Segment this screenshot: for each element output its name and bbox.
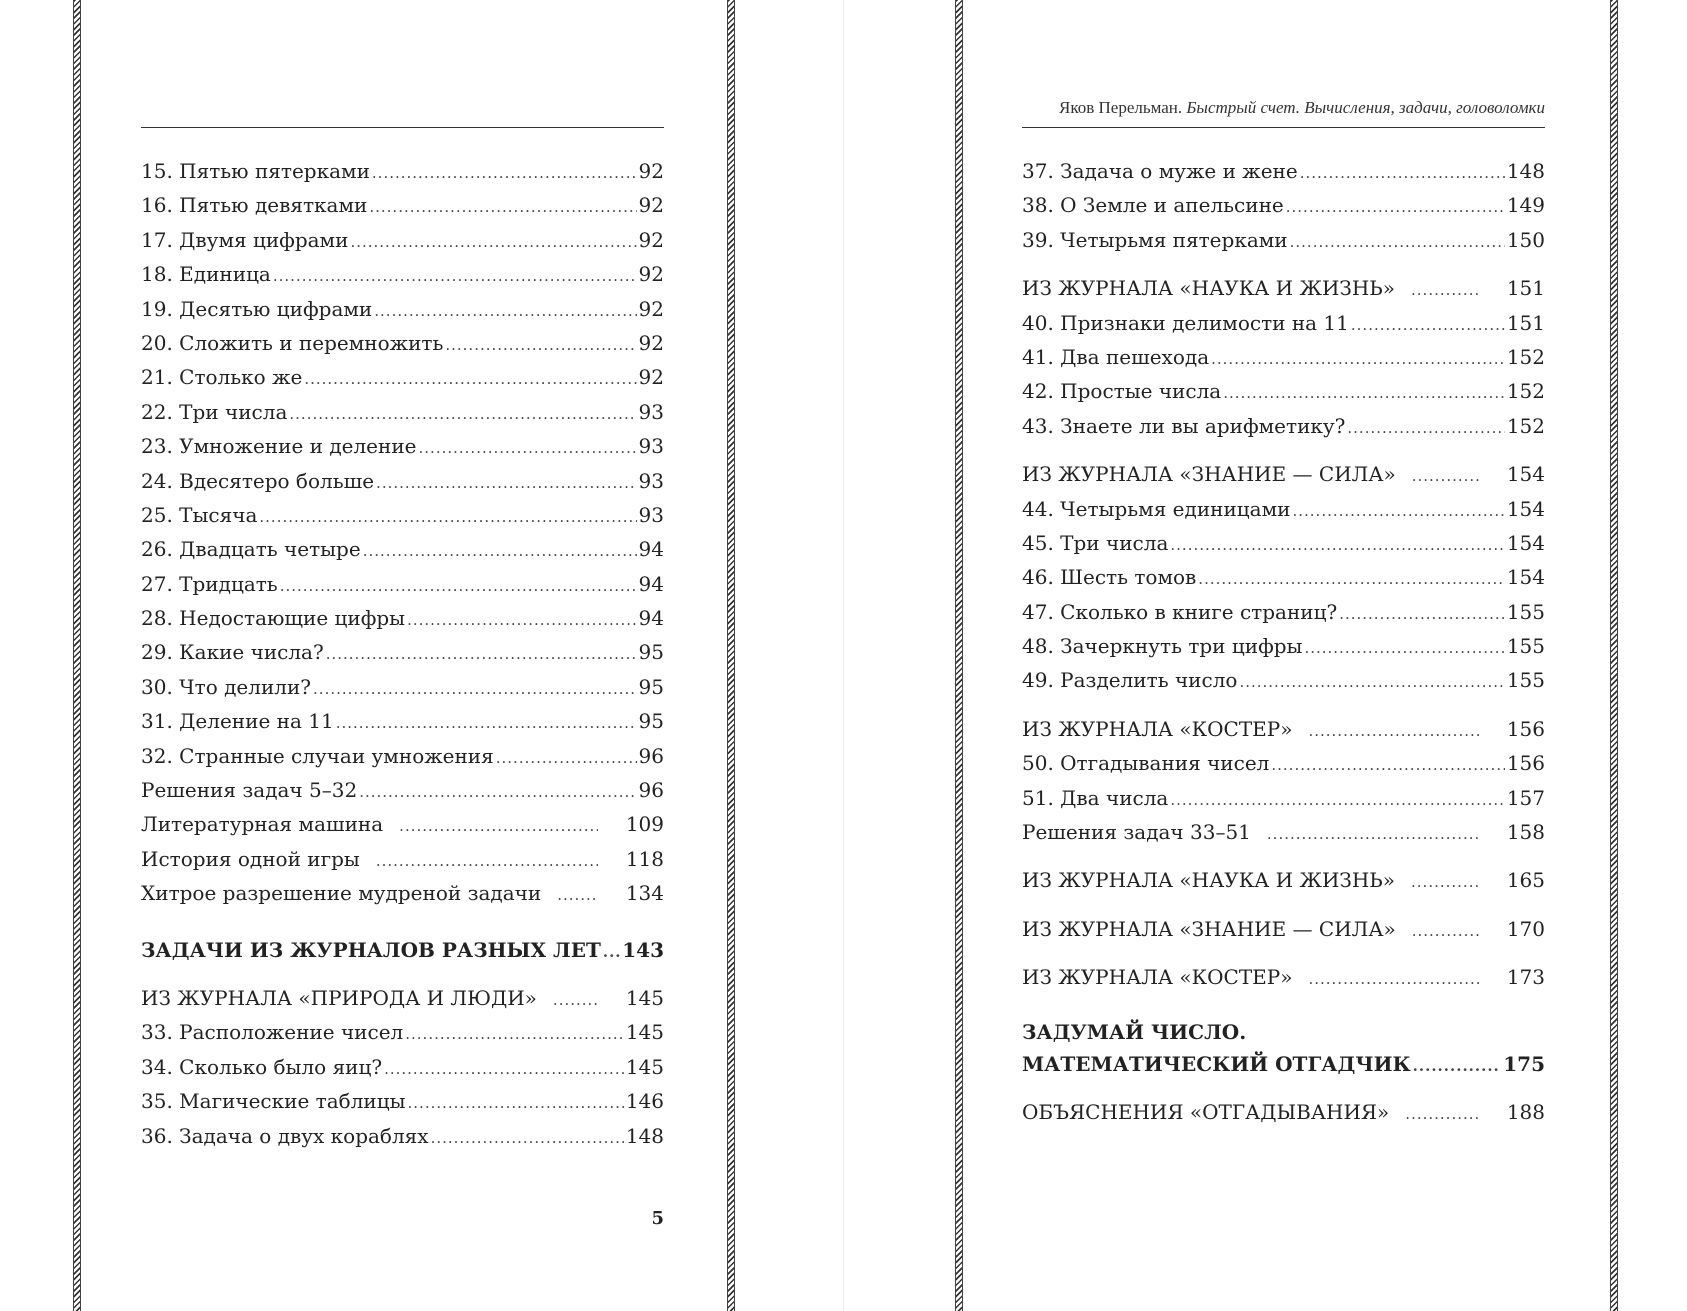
entry-title: 50. Отгадывания чисел — [1022, 751, 1270, 776]
dot-leader — [273, 259, 637, 293]
entry-page: 152 — [1506, 413, 1545, 438]
toc-section-heading[interactable] — [1022, 1047, 1545, 1081]
toc-entry[interactable] — [141, 1050, 664, 1084]
dot-leader — [259, 500, 636, 534]
dot-leader — [399, 809, 598, 843]
entry-title: 29. Какие числа? — [141, 640, 324, 665]
entry-page: 145 — [625, 985, 664, 1010]
toc-entry[interactable] — [141, 188, 664, 222]
entry-page: 154 — [1506, 462, 1545, 487]
entry-title: 19. Десятью цифрами — [141, 296, 373, 321]
running-head-title: Быстрый счет. Вычисления, задачи, головоломки — [1186, 98, 1545, 117]
entry-page: 173 — [1506, 965, 1545, 990]
entry-page: 109 — [625, 812, 664, 837]
toc-entry[interactable] — [141, 739, 664, 773]
dot-leader — [1411, 865, 1479, 899]
toc-journal-heading[interactable] — [141, 981, 664, 1015]
entry-page: 143 — [622, 937, 664, 962]
entry-page: 148 — [1506, 159, 1545, 183]
entry-page: 165 — [1506, 868, 1545, 893]
toc-entry[interactable] — [141, 1084, 664, 1118]
dot-leader — [363, 534, 637, 568]
entry-page: 155 — [1506, 599, 1545, 624]
entry-title: 48. Зачеркнуть три цифры — [1022, 634, 1303, 659]
dot-leader — [1412, 459, 1479, 493]
toc-entry[interactable] — [141, 1015, 664, 1049]
toc-entry[interactable] — [1022, 154, 1545, 188]
entry-page: 156 — [1506, 716, 1545, 741]
toc-entry[interactable] — [141, 635, 664, 669]
dot-leader — [1413, 1049, 1502, 1083]
dot-leader — [1347, 411, 1504, 445]
toc-entry[interactable] — [141, 429, 664, 463]
dot-leader — [336, 706, 637, 740]
right-page — [1022, 0, 1545, 1311]
entry-page: 92 — [638, 365, 664, 390]
toc-entry[interactable] — [141, 601, 664, 635]
entry-page: 170 — [1506, 916, 1545, 941]
entry-title: Литературная машина — [141, 812, 384, 837]
toc-list-right — [1022, 154, 1545, 1129]
dot-leader — [1300, 156, 1505, 190]
top-rule — [141, 127, 664, 128]
entry-page: 92 — [638, 159, 664, 183]
entry-title: 39. Четырьмя пятерками — [1022, 227, 1288, 252]
entry-page: 155 — [1506, 668, 1545, 693]
entry-title: Решения задач 5–32 — [141, 778, 358, 803]
entry-page: 154 — [1506, 530, 1545, 555]
entry-page: 95 — [638, 674, 664, 699]
entry-page: 93 — [638, 399, 664, 424]
page-number: 5 — [651, 1208, 664, 1229]
toc-entry[interactable] — [141, 1119, 664, 1153]
entry-page: 118 — [625, 846, 664, 871]
toc-entry[interactable] — [141, 567, 664, 601]
toc-entry[interactable] — [141, 257, 664, 291]
entry-page: 152 — [1506, 379, 1545, 404]
toc-entry[interactable] — [141, 395, 664, 429]
toc-entry[interactable] — [141, 360, 664, 394]
toc-entry[interactable] — [141, 704, 664, 738]
entry-title: 25. Тысяча — [141, 502, 258, 527]
entry-page: 94 — [638, 537, 664, 562]
entry-title: 46. Шесть томов — [1022, 565, 1197, 590]
entry-page: 145 — [625, 1054, 664, 1079]
dot-leader — [313, 672, 637, 706]
toc-entry[interactable] — [1022, 374, 1545, 408]
dot-leader — [376, 844, 598, 878]
dot-leader — [1351, 308, 1505, 342]
entry-title: 37. Задача о муже и жене — [1022, 159, 1298, 183]
entry-title: 20. Сложить и перемножить — [141, 330, 444, 355]
entry-title: 35. Магические таблицы — [141, 1089, 406, 1114]
dot-leader — [1292, 494, 1504, 528]
toc-entry[interactable] — [1022, 781, 1545, 815]
entry-title: 24. Вдесятеро больше — [141, 468, 375, 493]
dot-leader — [374, 294, 636, 328]
toc-entry[interactable] — [1022, 560, 1545, 594]
entry-page: 92 — [638, 193, 664, 218]
entry-title: ИЗ ЖУРНАЛА «ЗНАНИЕ — СИЛА» — [1022, 462, 1396, 487]
entry-page: 96 — [638, 743, 664, 768]
entry-title: 18. Единица — [141, 262, 271, 287]
entry-page: 151 — [1506, 310, 1545, 335]
toc-journal-heading[interactable] — [1022, 271, 1545, 305]
left-inner-border — [727, 0, 735, 1311]
entry-title: 23. Умножение и деление — [141, 434, 417, 459]
toc-journal-heading[interactable] — [1022, 457, 1545, 491]
dot-leader — [1405, 1097, 1479, 1131]
dot-leader — [1267, 817, 1479, 851]
toc-entry[interactable] — [1022, 409, 1545, 443]
toc-entry[interactable] — [1022, 526, 1545, 560]
entry-title: 22. Три числа — [141, 399, 288, 424]
dot-leader — [1339, 597, 1505, 631]
dot-leader — [1198, 562, 1505, 596]
toc-entry[interactable] — [1022, 492, 1545, 526]
toc-entry[interactable] — [141, 223, 664, 257]
entry-title: 31. Деление на 11 — [141, 709, 334, 734]
dot-leader — [326, 637, 637, 671]
toc-journal-heading[interactable] — [1022, 712, 1545, 746]
entry-page: 92 — [638, 296, 664, 321]
entry-title: Решения задач 33–51 — [1022, 820, 1251, 845]
entry-title: ИЗ ЖУРНАЛА «ЗНАНИЕ — СИЛА» — [1022, 916, 1396, 941]
entry-page: 156 — [1506, 751, 1545, 776]
right-inner-border — [955, 0, 963, 1311]
toc-entry[interactable] — [1022, 629, 1545, 663]
entry-title: 21. Столько же — [141, 365, 303, 390]
dot-leader — [1412, 914, 1479, 948]
dot-leader — [407, 603, 636, 637]
entry-page: 92 — [638, 330, 664, 355]
entry-title: ОБЪЯСНЕНИЯ «ОТГАДЫВАНИЯ» — [1022, 1099, 1390, 1124]
entry-page: 155 — [1506, 634, 1545, 659]
entry-title: ИЗ ЖУРНАЛА «НАУКА И ЖИЗНЬ» — [1022, 276, 1396, 301]
toc-section-heading[interactable] — [141, 933, 664, 967]
left-outer-border — [73, 0, 81, 1311]
dot-leader — [405, 1017, 624, 1051]
dot-leader — [408, 1086, 624, 1120]
toc-entry[interactable] — [141, 292, 664, 326]
entry-title: ЗАДАЧИ ИЗ ЖУРНАЛОВ РАЗНЫХ ЛЕТ — [141, 937, 601, 962]
toc-entry[interactable] — [1022, 340, 1545, 374]
entry-title: 28. Недостающие цифры — [141, 606, 406, 631]
toc-entry[interactable] — [1022, 188, 1545, 222]
dot-leader — [1239, 665, 1504, 699]
dot-leader — [280, 569, 637, 603]
dot-leader — [1411, 273, 1479, 307]
dot-leader — [369, 190, 636, 224]
toc-entry[interactable] — [1022, 595, 1545, 629]
toc-entry[interactable] — [1022, 815, 1545, 849]
entry-title: ИЗ ЖУРНАЛА «КОСТЕР» — [1022, 965, 1293, 990]
entry-title: 45. Три числа — [1022, 530, 1169, 555]
dot-leader — [445, 328, 636, 362]
toc-entry[interactable] — [141, 498, 664, 532]
dot-leader — [419, 431, 637, 465]
dot-leader — [557, 878, 598, 912]
entry-page: 94 — [638, 571, 664, 596]
entry-page: 188 — [1506, 1099, 1545, 1124]
dot-leader — [1170, 783, 1504, 817]
dot-leader — [1290, 225, 1505, 259]
entry-page: 152 — [1506, 344, 1545, 369]
entry-page: 149 — [1506, 193, 1545, 218]
entry-title: 44. Четырьмя единицами — [1022, 496, 1291, 521]
dot-leader — [359, 775, 636, 809]
entry-title: 32. Странные случаи умножения — [141, 743, 494, 768]
dot-leader — [603, 935, 620, 969]
entry-page: 93 — [638, 434, 664, 459]
entry-title: 41. Два пешехода — [1022, 344, 1210, 369]
entry-title: ИЗ ЖУРНАЛА «КОСТЕР» — [1022, 716, 1293, 741]
toc-section-heading-line1[interactable]: ЗАДУМАЙ ЧИСЛО. — [1022, 1019, 1247, 1044]
entry-title: 51. Два числа — [1022, 785, 1169, 810]
entry-title: 47. Сколько в книге страниц? — [1022, 599, 1338, 624]
entry-page: 158 — [1506, 820, 1545, 845]
entry-page: 150 — [1506, 227, 1545, 252]
entry-page: 95 — [638, 640, 664, 665]
toc-entry[interactable] — [141, 807, 664, 841]
entry-page: 154 — [1506, 496, 1545, 521]
entry-title: Хитрое разрешение мудреной задачи — [141, 881, 542, 906]
toc-journal-heading[interactable] — [1022, 960, 1545, 994]
entry-title: 49. Разделить число — [1022, 668, 1238, 693]
entry-title: 38. О Земле и апельсине — [1022, 193, 1284, 218]
toc-entry[interactable] — [141, 532, 664, 566]
entry-page: 148 — [625, 1123, 664, 1148]
entry-page: 96 — [638, 778, 664, 803]
entry-page: 95 — [638, 709, 664, 734]
entry-page: 154 — [1506, 565, 1545, 590]
toc-entry[interactable] — [141, 326, 664, 360]
toc-entry[interactable] — [141, 154, 664, 188]
entry-title: История одной игры — [141, 846, 360, 871]
right-outer-border — [1610, 0, 1618, 1311]
entry-title: ИЗ ЖУРНАЛА «НАУКА И ЖИЗНЬ» — [1022, 868, 1396, 893]
entry-title: 34. Сколько было яиц? — [141, 1054, 383, 1079]
entry-page: 92 — [638, 262, 664, 287]
dot-leader — [553, 983, 598, 1017]
toc-entry[interactable] — [1022, 746, 1545, 780]
toc-entry[interactable] — [1022, 223, 1545, 257]
toc-entry[interactable] — [141, 842, 664, 876]
entry-page: 134 — [625, 881, 664, 906]
entry-title: 33. Расположение чисел — [141, 1020, 404, 1045]
entry-title: 27. Тридцать — [141, 571, 278, 596]
entry-page: 92 — [638, 227, 664, 252]
entry-title: 16. Пятью девятками — [141, 193, 368, 218]
dot-leader — [1308, 714, 1479, 748]
entry-title: 40. Признаки делимости на 11 — [1022, 310, 1349, 335]
left-page — [141, 0, 664, 1311]
toc-entry[interactable] — [141, 464, 664, 498]
toc-entry[interactable] — [1022, 663, 1545, 697]
dot-leader — [304, 362, 636, 396]
toc-entry[interactable] — [141, 670, 664, 704]
entry-page: 145 — [625, 1020, 664, 1045]
toc-entry[interactable] — [1022, 306, 1545, 340]
running-head-author: Яков Перельман. — [1059, 98, 1183, 117]
entry-title: 15. Пятью пятерками — [141, 159, 370, 183]
entry-title: 30. Что делили? — [141, 674, 312, 699]
toc-section-heading[interactable] — [1022, 1095, 1545, 1129]
dot-leader — [372, 156, 637, 190]
top-rule — [1022, 127, 1545, 128]
entry-page: 157 — [1506, 785, 1545, 810]
toc-journal-heading[interactable] — [1022, 912, 1545, 946]
entry-page: 93 — [638, 468, 664, 493]
entry-title: МАТЕМАТИЧЕСКИЙ ОТГАДЧИК — [1022, 1051, 1411, 1076]
entry-page: 94 — [638, 606, 664, 631]
entry-page: 175 — [1503, 1051, 1545, 1076]
dot-leader — [1308, 962, 1479, 996]
dot-leader — [1223, 376, 1505, 410]
entry-title: 42. Простые числа — [1022, 379, 1222, 404]
entry-page: 146 — [625, 1089, 664, 1114]
dot-leader — [376, 466, 637, 500]
entry-title: 17. Двумя цифрами — [141, 227, 349, 252]
toc-entry[interactable] — [141, 773, 664, 807]
dot-leader — [289, 397, 636, 431]
running-head — [1059, 98, 1545, 118]
dot-leader — [1170, 528, 1504, 562]
toc-entry[interactable] — [141, 876, 664, 910]
entry-page: 93 — [638, 502, 664, 527]
entry-title: 43. Знаете ли вы арифметику? — [1022, 413, 1346, 438]
toc-list-left — [141, 154, 664, 1153]
book-gutter — [843, 0, 844, 1311]
entry-title: 26. Двадцать четыре — [141, 537, 361, 562]
dot-leader — [431, 1121, 624, 1155]
entry-title: 36. Задача о двух кораблях — [141, 1123, 429, 1148]
dot-leader — [384, 1052, 624, 1086]
dot-leader — [350, 225, 636, 259]
entry-page: 151 — [1506, 276, 1545, 301]
dot-leader — [1304, 631, 1504, 665]
dot-leader — [1271, 748, 1504, 782]
entry-title: ИЗ ЖУРНАЛА «ПРИРОДА И ЛЮДИ» — [141, 985, 537, 1010]
dot-leader — [496, 741, 637, 775]
dot-leader — [1286, 190, 1505, 224]
dot-leader — [1211, 342, 1505, 376]
toc-journal-heading[interactable] — [1022, 863, 1545, 897]
